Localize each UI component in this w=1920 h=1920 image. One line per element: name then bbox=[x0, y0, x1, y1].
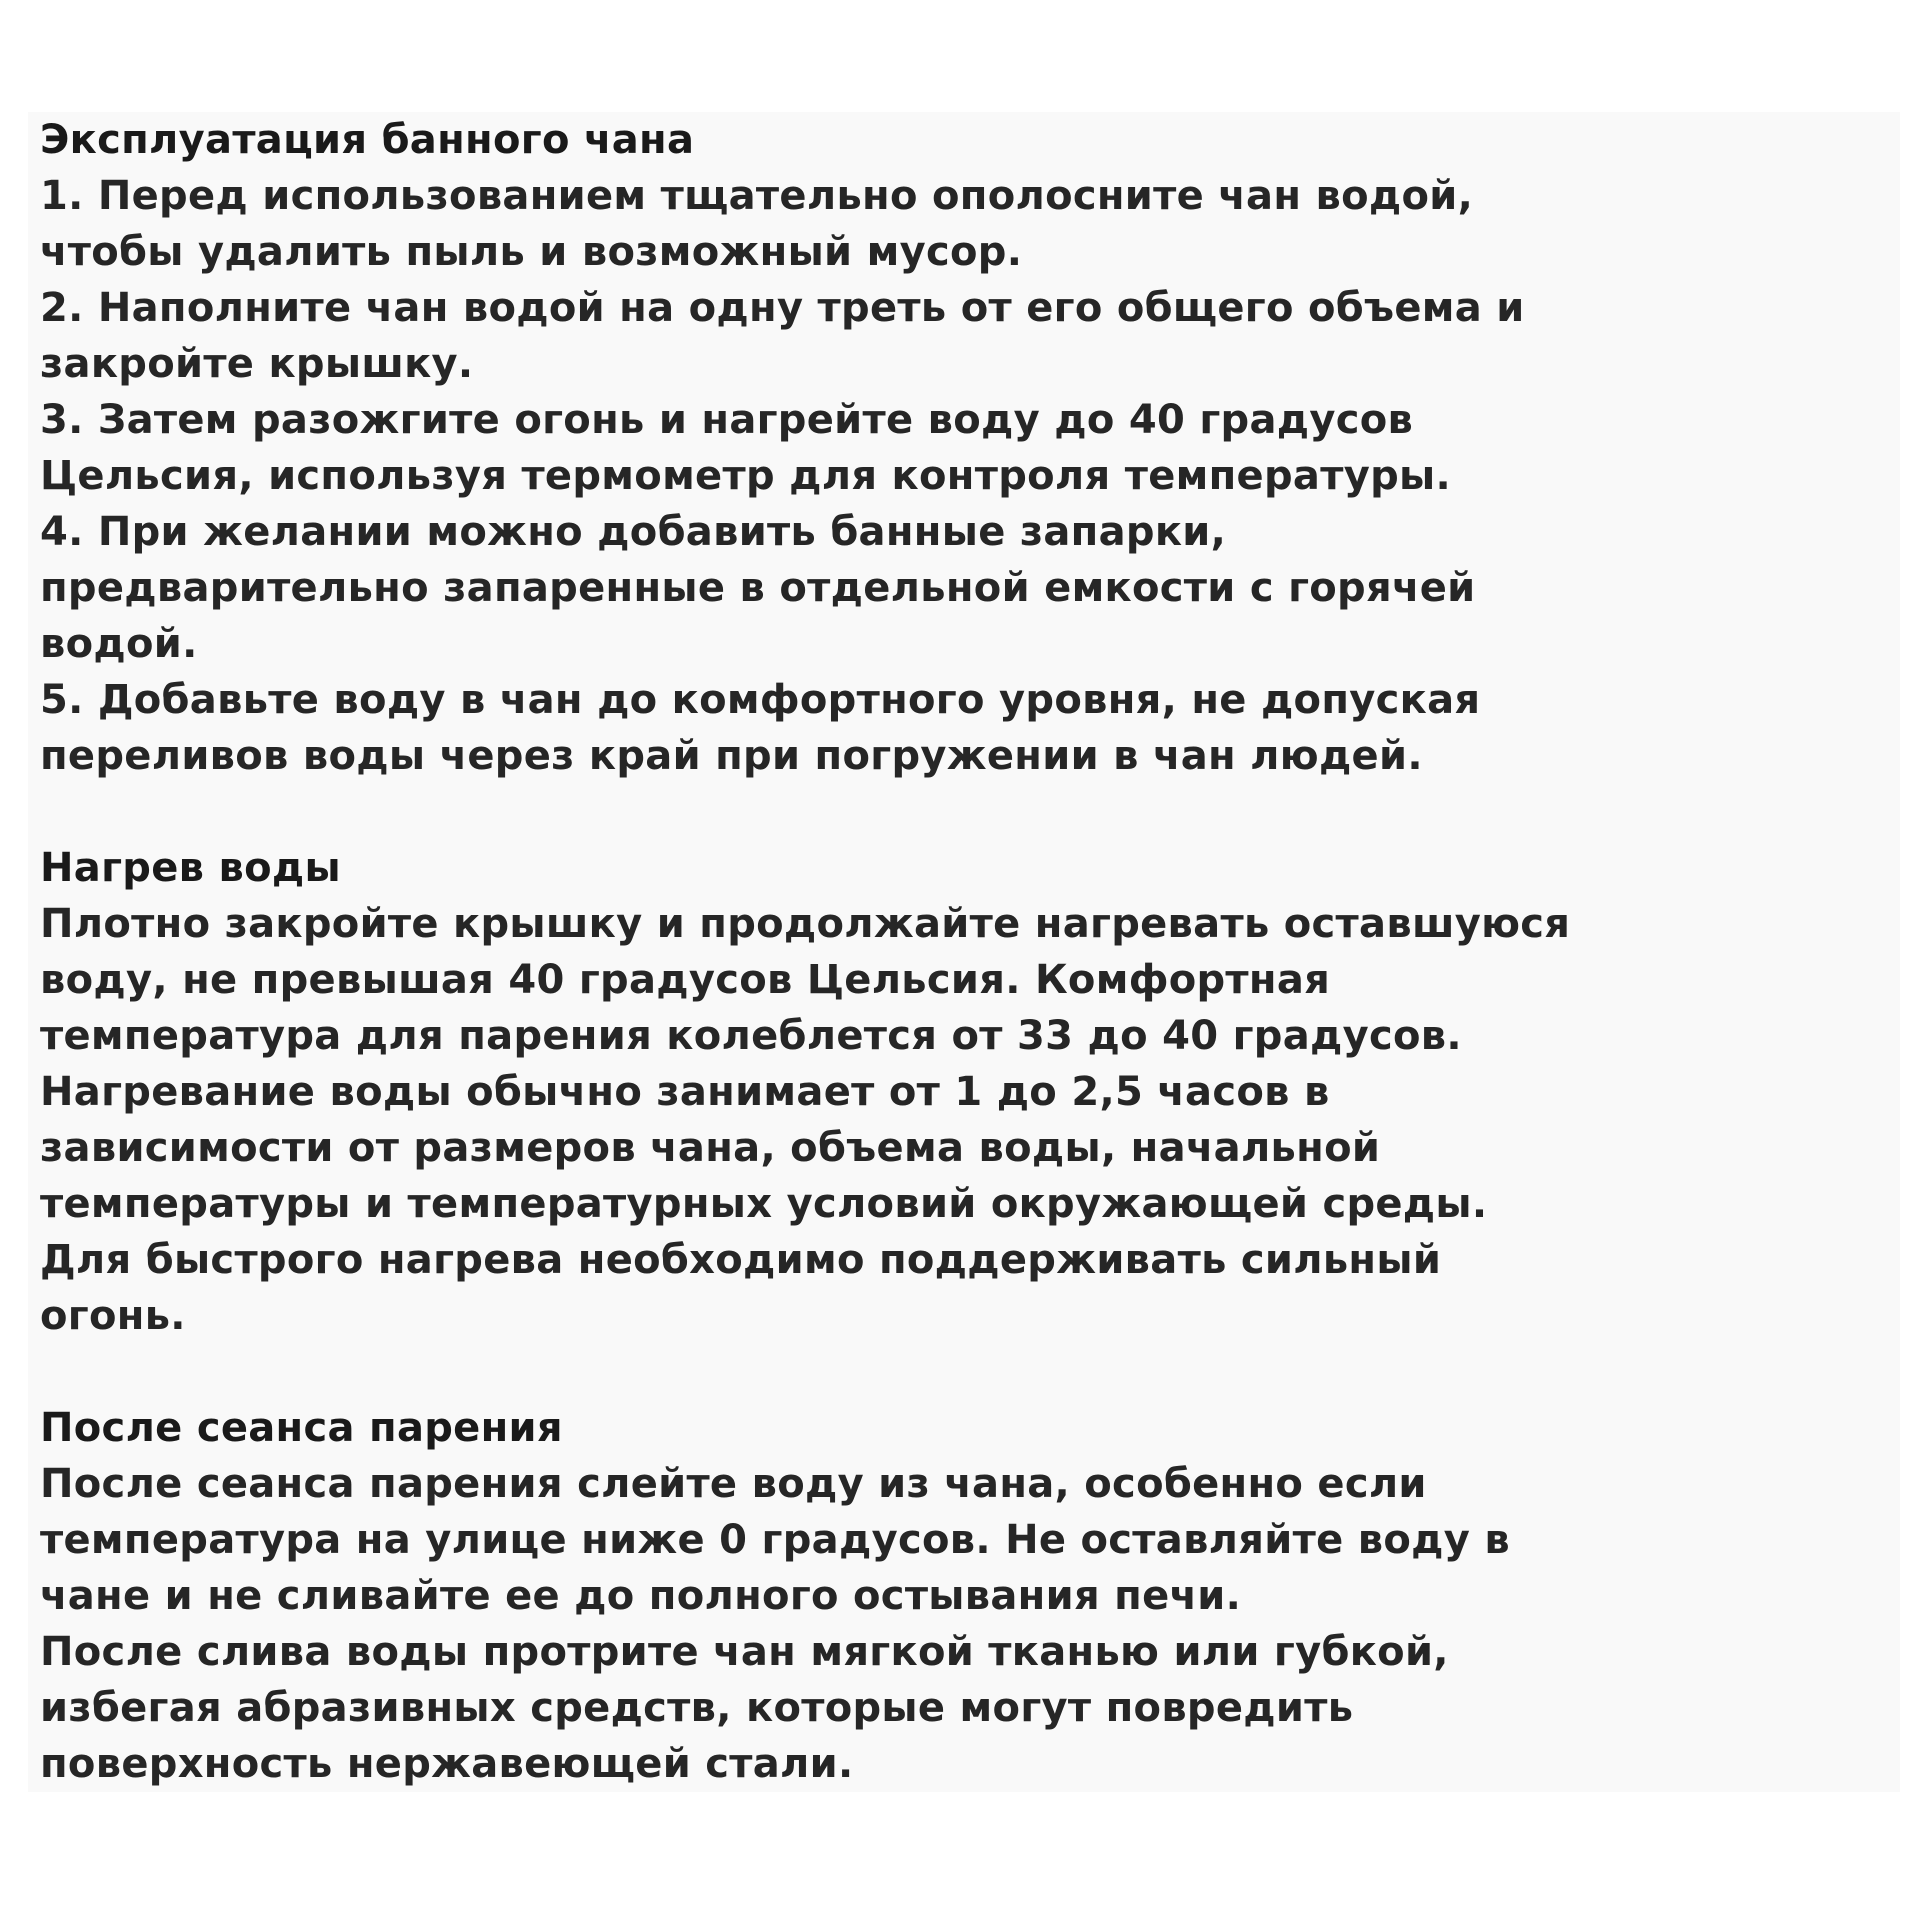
text-line: водой. bbox=[40, 621, 198, 667]
section-heading: После сеанса парения bbox=[40, 1405, 563, 1451]
section-heading: Эксплуатация банного чана bbox=[40, 117, 695, 163]
text-line: 3. Затем разожгите огонь и нагрейте воду до 40 градусов bbox=[40, 397, 1414, 443]
text-line: После слива воды протрите чан мягкой тканью или губкой, bbox=[40, 1629, 1449, 1675]
text-line: поверхность нержавеющей стали. bbox=[40, 1741, 854, 1787]
text-line: предварительно запаренные в отдельной емкости с горячей bbox=[40, 565, 1476, 611]
section-water-heating bbox=[28, 840, 1900, 1344]
section-after-session bbox=[28, 1400, 1900, 1792]
text-line: температура для парения колеблется от 33 до 40 градусов. bbox=[40, 1013, 1462, 1059]
text-line: переливов воды через край при погружении в чан людей. bbox=[40, 733, 1423, 779]
section-body bbox=[40, 1456, 1900, 1792]
text-line: чане и не сливайте ее до полного остывания печи. bbox=[40, 1573, 1242, 1619]
text-line: Нагревание воды обычно занимает от 1 до 2,5 часов в bbox=[40, 1069, 1330, 1115]
text-line: температуры и температурных условий окружающей среды. bbox=[40, 1181, 1488, 1227]
text-line: 4. При желании можно добавить банные запарки, bbox=[40, 509, 1227, 555]
text-line: огонь. bbox=[40, 1293, 186, 1339]
instruction-document bbox=[28, 112, 1900, 1792]
section-body bbox=[40, 168, 1900, 784]
text-line: Для быстрого нагрева необходимо поддерживать сильный bbox=[40, 1237, 1442, 1283]
section-body bbox=[40, 896, 1900, 1344]
text-line: После сеанса парения слейте воду из чана, особенно если bbox=[40, 1461, 1427, 1507]
text-line: чтобы удалить пыль и возможный мусор. bbox=[40, 229, 1023, 275]
text-line: температура на улице ниже 0 градусов. Не оставляйте воду в bbox=[40, 1517, 1510, 1563]
text-line: 1. Перед использованием тщательно ополосните чан водой, bbox=[40, 173, 1474, 219]
text-line: Плотно закройте крышку и продолжайте нагревать оставшуюся bbox=[40, 901, 1571, 947]
text-line: закройте крышку. bbox=[40, 341, 474, 387]
text-line: 5. Добавьте воду в чан до комфортного уровня, не допуская bbox=[40, 677, 1481, 723]
section-heading: Нагрев воды bbox=[40, 845, 341, 891]
text-line: зависимости от размеров чана, объема воды, начальной bbox=[40, 1125, 1381, 1171]
text-line: воду, не превышая 40 градусов Цельсия. Комфортная bbox=[40, 957, 1331, 1003]
text-line: избегая абразивных средств, которые могут повредить bbox=[40, 1685, 1354, 1731]
section-operation bbox=[28, 112, 1900, 784]
text-line: 2. Наполните чан водой на одну треть от его общего объема и bbox=[40, 285, 1525, 331]
text-line: Цельсия, используя термометр для контроля температуры. bbox=[40, 453, 1451, 499]
